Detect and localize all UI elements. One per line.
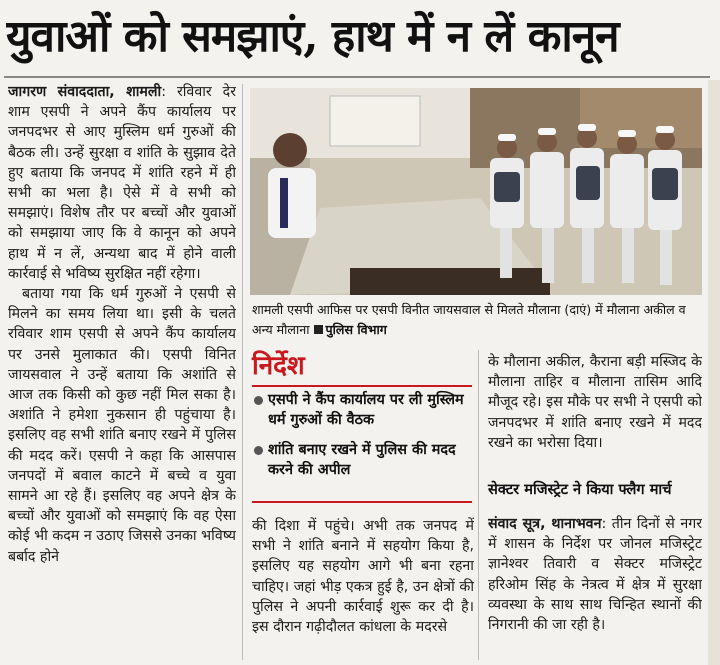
caption-credit: पुलिस विभाग (325, 322, 387, 337)
headline: युवाओं को समझाएं, हाथ में न लें कानून (6, 11, 619, 62)
col2-para: की दिशा में पहुंचे। अभी तक जनपद में सभी ने शांति बनाने में सहयोग किया है, इसलिए यह सहयोग आगे भी बना रहना चाहिए। जहां भीड़ एकत्र हुई है, उन क्षेत्रों की पुलिस ने अपनी कार्रवाई शुरू कर दी है। इस दौरान गढ़ीदौलत कांधला के मदरसे (252, 518, 474, 636)
bullet-2-text: शांति बनाए रखने में पुलिस की मदद करने की अपील (268, 442, 456, 478)
bullet-icon (254, 396, 263, 405)
nirdesh-bottom-rule (252, 501, 472, 503)
column-divider-2 (478, 350, 479, 660)
para-2: बताया गया कि धर्म गुरुओं ने एसपी से मिलने का समय लिया था। इसी के चलते रविवार शाम एसपी से अपने कैंप कार्यालय पर उनसे मुलाकात की। एसपी विनित जायसवाल ने उन्हें बताया कि अशांति से आज तक किसी को कुछ नहीं मिल सका है। अशांति ने हमेशा नुकसान ही पहुंचाया है। इसलिए वह सभी शांति बनाए रखने में पुलिस की मदद करें। एसपी ने कहा कि आसपास जनपदों में बवाल काटने में बच्चे व युवा सामने आ रहे हैं। इसलिए वह अपने क्षेत्र के बच्चों और युवाओं को समझाएं कि वह ऐसा कोई भी कदम न उठाए जिससे उनका भविष्य बर्बाद होने (8, 286, 236, 565)
news-photo (250, 88, 702, 295)
sub-story-para (488, 514, 702, 635)
caption-bullet-icon (314, 325, 323, 334)
nirdesh-bullet-2 (252, 440, 474, 480)
nirdesh-title: निर्देश (252, 351, 305, 381)
headline-rule (4, 76, 710, 78)
sub-story-text: : तीन दिनों से नगर में शासन के निर्देश पर जोनल मजिस्ट्रेट ज्ञानेश्वर तिवारी व सेक्टर मजिस्ट्रेट हरिओम सिंह के नेत्रत्व में क्षेत्र में सुरक्षा व्यवस्था के साथ साथ चिन्हित स्थानों की निगरानी की जा रही है। (488, 516, 702, 634)
para-1 (8, 82, 236, 284)
photo-caption (252, 300, 702, 344)
bullet-1-text: एसपी ने कैंप कार्यालय पर ली मुस्लिम धर्म गुरुओं की वैठक (268, 392, 464, 428)
sub-story-byline: संवाद सूत्र, थानाभवन (488, 516, 602, 532)
column-divider (242, 84, 243, 660)
col3-para: के मौलाना अकील, कैराना बड़ी मस्जिद के मौलाना ताहिर व मौलाना तासिम आदि मौजूद रहे। इस मौके पर सभी ने एसपी को जनपदभर में शांति बनाए रखने में मदद रखने का भरोसा दिया। (488, 354, 702, 451)
para-1-text: : रविवार देर शाम एसपी ने अपने कैंप कार्यालय पर जनपदभर से आए मुस्लिम धर्म गुरुओं की बैठक ली। उन्हें सुरक्षा व शांति के सुझाव देते हुए बताया कि जनपद में शांति रहने में ही सभी का भला है। ऐसे में वे सभी को समझाएं। विशेष तौर पर बच्चों और युवाओं को समझाया जाए कि वे कानून को अपने हाथ में न लें, अन्यथा बाद में होने वाली कार्रवाई से भविष्य सुरक्षित नहीं रहेगा। (8, 84, 236, 282)
byline: जागरण संवाददाता, शामली (8, 84, 162, 100)
bullet-icon (254, 446, 263, 455)
column-2-text (252, 516, 474, 658)
column-3-text (488, 352, 702, 474)
sub-story (488, 514, 702, 660)
sub-story-heading: सेक्टर मजिस्ट्रेट ने किया फ्लैग मार्च (488, 481, 672, 498)
column-1 (8, 82, 236, 662)
caption-text: शामली एसपी आफिस पर एसपी विनीत जायसवाल से मिलते मौलाना (दाएं) में मौलाना अकील व अन्य मौलाना (252, 302, 686, 337)
nirdesh-rule (252, 385, 472, 387)
nirdesh-bullet-1 (252, 390, 474, 430)
meeting-photo-illustration (250, 88, 702, 295)
adjacent-page-edge (708, 80, 720, 665)
